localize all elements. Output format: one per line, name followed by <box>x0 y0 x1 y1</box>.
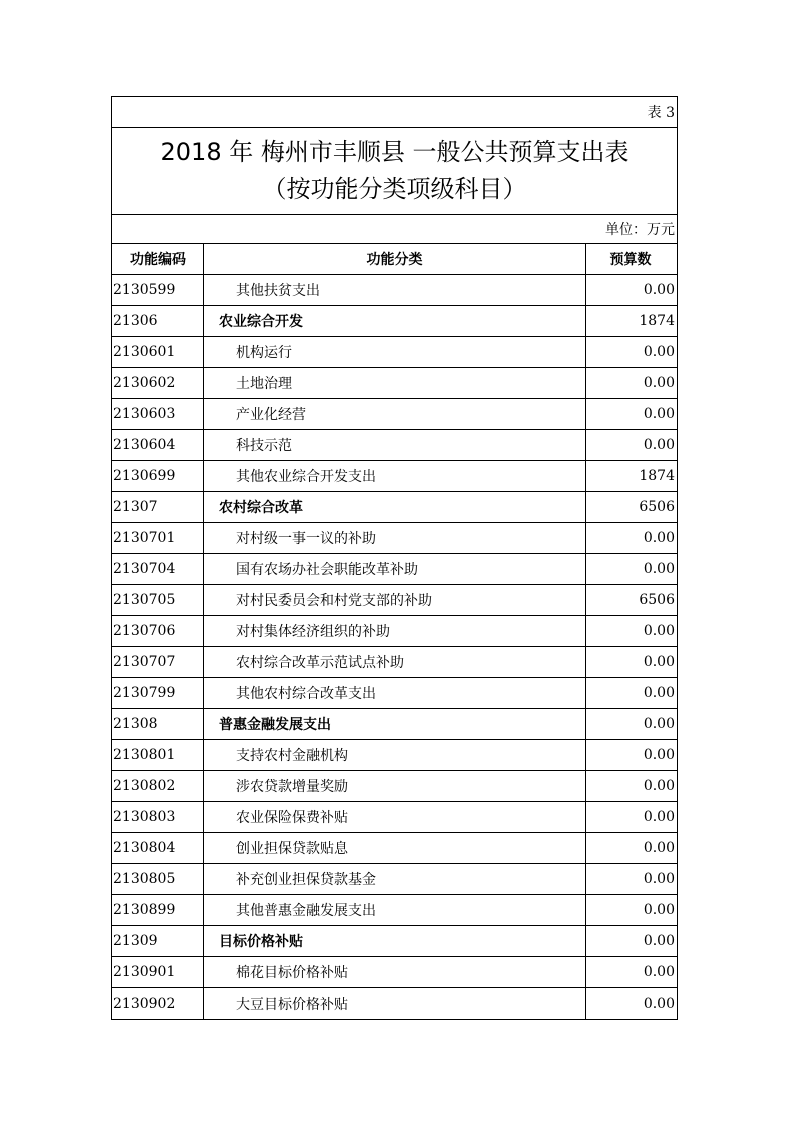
amount-cell: 0.00 <box>643 530 675 546</box>
amount-cell: 0.00 <box>643 623 675 639</box>
category-cell: 目标价格补贴 <box>204 926 586 956</box>
code-cell: 21308 <box>112 709 204 739</box>
amount-cell: 0.00 <box>643 716 675 732</box>
category-cell: 农业综合开发 <box>204 306 586 336</box>
table-row <box>112 833 677 864</box>
code-cell: 2130902 <box>112 988 204 1019</box>
category-cell: 农村综合改革示范试点补助 <box>204 647 586 677</box>
header-amount: 预算数 <box>609 252 652 268</box>
amount-cell: 6506 <box>639 499 675 515</box>
amount-cell: 0.00 <box>643 933 675 949</box>
code-cell: 2130603 <box>112 399 204 429</box>
table-row <box>112 461 677 492</box>
amount-cell: 0.00 <box>643 902 675 918</box>
code-cell: 2130899 <box>112 895 204 925</box>
table-row <box>112 988 677 1019</box>
header-code: 功能编码 <box>112 244 204 274</box>
amount-cell: 0.00 <box>643 995 675 1012</box>
code-cell: 2130601 <box>112 337 204 367</box>
code-cell: 2130704 <box>112 554 204 584</box>
amount-cell: 0.00 <box>643 964 675 980</box>
code-cell: 2130802 <box>112 771 204 801</box>
code-cell: 21309 <box>112 926 204 956</box>
amount-cell: 0.00 <box>643 282 675 298</box>
table-row <box>112 802 677 833</box>
code-cell: 21306 <box>112 306 204 336</box>
unit-label: 单位：万元 <box>605 222 675 238</box>
category-cell: 土地治理 <box>204 368 586 398</box>
amount-cell: 0.00 <box>643 437 675 453</box>
category-cell: 对村民委员会和村党支部的补助 <box>204 585 586 615</box>
unit-row <box>112 215 677 244</box>
header-category: 功能分类 <box>204 244 586 274</box>
title-block <box>112 128 677 215</box>
table-row <box>112 740 677 771</box>
amount-cell: 0.00 <box>643 344 675 360</box>
code-cell: 2130804 <box>112 833 204 863</box>
code-cell: 2130901 <box>112 957 204 987</box>
amount-cell: 0.00 <box>643 685 675 701</box>
amount-cell: 0.00 <box>643 747 675 763</box>
table-row <box>112 554 677 585</box>
table-row <box>112 523 677 554</box>
category-cell: 创业担保贷款贴息 <box>204 833 586 863</box>
code-cell: 21307 <box>112 492 204 522</box>
table-row <box>112 616 677 647</box>
amount-cell: 0.00 <box>643 406 675 422</box>
category-cell: 国有农场办社会职能改革补助 <box>204 554 586 584</box>
category-cell: 农业保险保费补贴 <box>204 802 586 832</box>
amount-cell: 0.00 <box>643 561 675 577</box>
amount-cell: 0.00 <box>643 809 675 825</box>
code-cell: 2130599 <box>112 275 204 305</box>
table-row <box>112 368 677 399</box>
table-row <box>112 306 677 337</box>
category-cell: 对村集体经济组织的补助 <box>204 616 586 646</box>
category-cell: 其他普惠金融发展支出 <box>204 895 586 925</box>
category-cell: 其他农业综合开发支出 <box>204 461 586 491</box>
code-cell: 2130705 <box>112 585 204 615</box>
code-cell: 2130805 <box>112 864 204 894</box>
category-cell: 其他农村综合改革支出 <box>204 678 586 708</box>
code-cell: 2130707 <box>112 647 204 677</box>
table-row <box>112 492 677 523</box>
category-cell: 其他扶贫支出 <box>204 275 586 305</box>
code-cell: 2130699 <box>112 461 204 491</box>
table-row <box>112 957 677 988</box>
amount-cell: 0.00 <box>643 375 675 391</box>
code-cell: 2130801 <box>112 740 204 770</box>
page-title: 2018 年 梅州市丰顺县 一般公共预算支出表 <box>160 138 629 166</box>
budget-table <box>111 96 678 1020</box>
table-number: 表 3 <box>647 105 675 121</box>
amount-cell: 0.00 <box>643 654 675 670</box>
table-row <box>112 678 677 709</box>
table-row <box>112 337 677 368</box>
table-row <box>112 399 677 430</box>
table-row <box>112 275 677 306</box>
page-subtitle: （按功能分类项级科目） <box>262 175 527 203</box>
amount-cell: 1874 <box>639 313 675 329</box>
table-tag-row <box>112 97 677 128</box>
amount-cell: 0.00 <box>643 778 675 794</box>
header-row <box>112 244 677 275</box>
category-cell: 棉花目标价格补贴 <box>204 957 586 987</box>
category-cell: 普惠金融发展支出 <box>204 709 586 739</box>
amount-cell: 0.00 <box>643 840 675 856</box>
category-cell: 支持农村金融机构 <box>204 740 586 770</box>
category-cell: 产业化经营 <box>204 399 586 429</box>
table-row <box>112 709 677 740</box>
table-row <box>112 585 677 616</box>
table-row <box>112 895 677 926</box>
amount-cell: 0.00 <box>643 871 675 887</box>
code-cell: 2130706 <box>112 616 204 646</box>
category-cell: 涉农贷款增量奖励 <box>204 771 586 801</box>
table-row <box>112 926 677 957</box>
table-row <box>112 771 677 802</box>
code-cell: 2130701 <box>112 523 204 553</box>
code-cell: 2130604 <box>112 430 204 460</box>
category-cell: 机构运行 <box>204 337 586 367</box>
table-row <box>112 647 677 678</box>
amount-cell: 6506 <box>639 592 675 608</box>
table-row <box>112 430 677 461</box>
table-row <box>112 864 677 895</box>
category-cell: 对村级一事一议的补助 <box>204 523 586 553</box>
code-cell: 2130799 <box>112 678 204 708</box>
table-body <box>112 275 677 1019</box>
amount-cell: 1874 <box>639 468 675 484</box>
category-cell: 补充创业担保贷款基金 <box>204 864 586 894</box>
code-cell: 2130602 <box>112 368 204 398</box>
category-cell: 农村综合改革 <box>204 492 586 522</box>
category-cell: 科技示范 <box>204 430 586 460</box>
code-cell: 2130803 <box>112 802 204 832</box>
category-cell: 大豆目标价格补贴 <box>204 988 586 1019</box>
